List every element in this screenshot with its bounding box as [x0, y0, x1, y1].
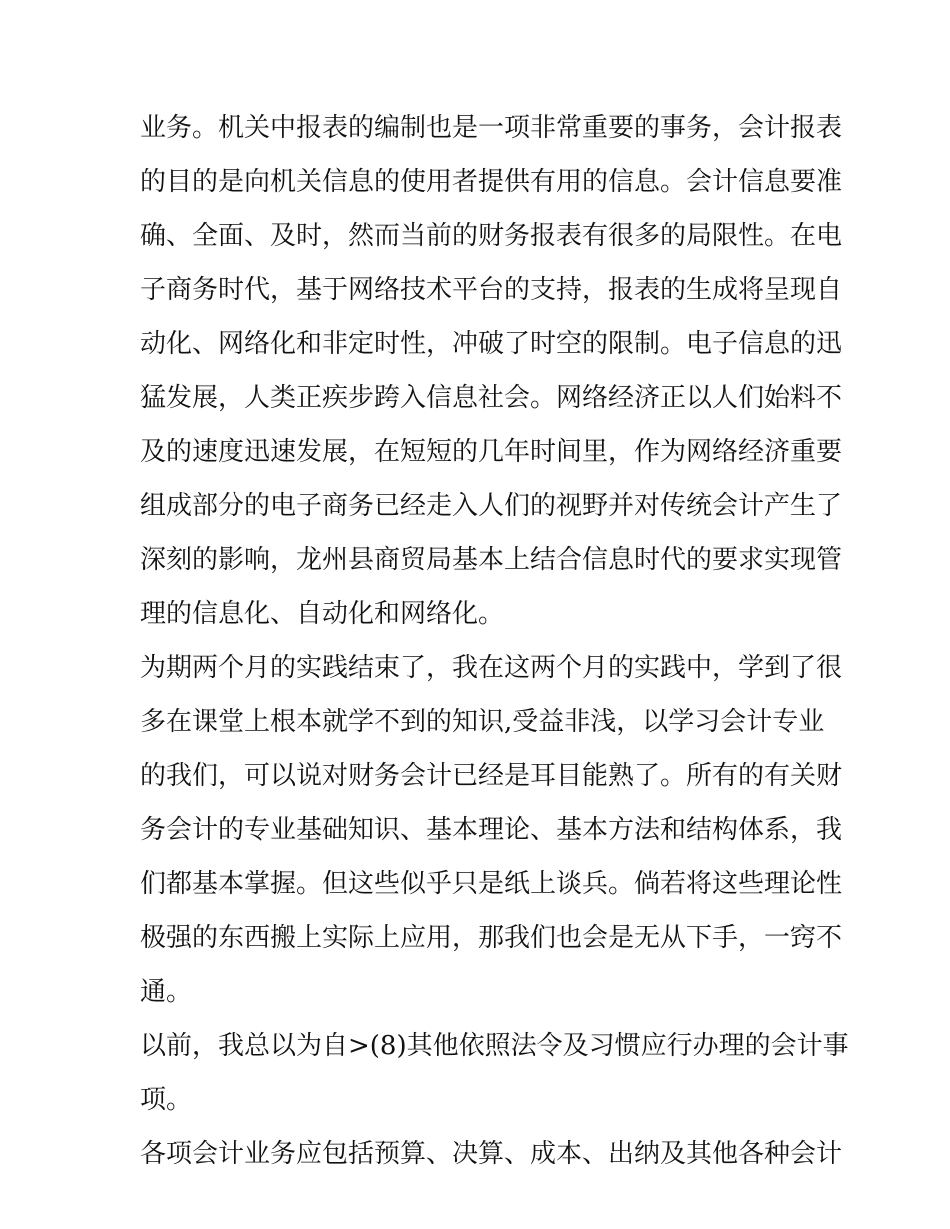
text-line: 项。 — [140, 1085, 193, 1115]
text-line: 及的速度迅速发展，在短短的几年时间里，作为网络经济重要 — [140, 437, 843, 467]
text-line: 深刻的影响，龙州县商贸局基本上结合信息时代的要求实现管 — [140, 545, 843, 575]
text-line: 动化、网络化和非定时性，冲破了时空的限制。电子信息的迅 — [140, 329, 843, 359]
text-line: 组成部分的电子商务已经走入人们的视野并对传统会计产生了 — [140, 491, 843, 521]
text-line: 各项会计业务应包括预算、决算、成本、出纳及其他各种会计 — [140, 1139, 843, 1169]
text-line: 的目的是向机关信息的使用者提供有用的信息。会计信息要准 — [140, 167, 843, 197]
text-line: 猛发展，人类正疾步跨入信息社会。网络经济正以人们始料不 — [140, 383, 843, 413]
text-line: 以前，我总以为自>(8)其他依照法令及习惯应行办理的会计事 — [140, 1031, 849, 1061]
text-line: 务会计的专业基础知识、基本理论、基本方法和结构体系，我 — [140, 815, 843, 845]
text-line: 的我们，可以说对财务会计已经是耳目能熟了。所有的有关财 — [140, 761, 843, 791]
text-line: 极强的东西搬上实际上应用，那我们也会是无从下手，一窍不 — [140, 923, 843, 953]
text-line: 通。 — [140, 977, 193, 1007]
text-line: 确、全面、及时，然而当前的财务报表有很多的局限性。在电 — [140, 221, 843, 251]
text-line: 多在课堂上根本就学不到的知识,受益非浅，以学习会计专业 — [140, 707, 825, 737]
text-line: 子商务时代，基于网络技术平台的支持，报表的生成将呈现自 — [140, 275, 843, 305]
text-line: 为期两个月的实践结束了，我在这两个月的实践中，学到了很 — [140, 653, 843, 683]
text-line: 理的信息化、自动化和网络化。 — [140, 599, 505, 629]
text-line: 业务。机关中报表的编制也是一项非常重要的事务，会计报表 — [140, 113, 843, 143]
text-line: 们都基本掌握。但这些似乎只是纸上谈兵。倘若将这些理论性 — [140, 869, 843, 899]
